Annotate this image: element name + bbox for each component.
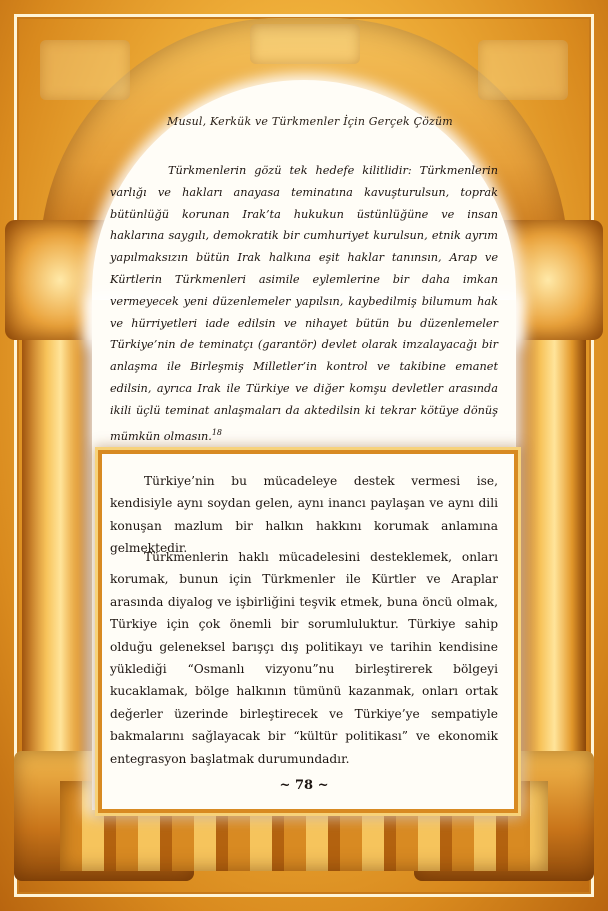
paragraph-text: Türkmenlerin haklı mücadelesini desteklemek, onları korumak, bunun için Türkmenler ile Kürtler ve Araplar arasında diyalog ve işbirliğini teşvik etmek, buna öncü olmak, Türkiye için çok önemli bir sorumluluktur. Türkiye sahip olduğu geleneksel barışçı dış politikayı ve tarihin kendisine yüklediği “Osmanlı vizyonu”nu birleştirerek bölgeyi kucaklamak, bölge halkının tümünü kazanmak, onları ortak değerler üzerinde birleştirecek ve Türkiye’ye sempatiyle bakmalarını sağlayacak bir “kültür politikası” ve ekonomik entegrasyon başlatmak durumundadır. [110,550,498,766]
body-paragraph [110,546,498,770]
page-number: ~ 78 ~ [279,778,329,793]
page-content [110,0,498,911]
block-quote [110,160,498,447]
quote-text: Türkmenlerin gözü tek hedefe kilitlidir: Türkmenlerin varlığı ve hakları anayasa teminatına kavuşturulsun, toprak bütünlüğü korunan Irak’ta hukukun üstünlüğüne ve insan haklarına saygılı, demokratik bir cumhuriyet kurulsun, etnik ayrım yapılmaksızın bütün Irak halkına eşit haklar tanınsın, Arap ve Kürtlerin Türkmenleri asimile eylemlerine bir daha imkan vermeyecek yeni düzenlemeler yapılsın, kaybedilmiş bilumum hak ve hürriyetleri iade edilsin ve nihayet bütün bu düzenlemeler Türkiye’nin de teminatçı (garantör) devlet olarak imzalayacağı bir anlaşma ile Birleşmiş Milletler’in kontrol ve takibine emanet edilsin, ayrıca Irak ile Türkiye ve diğer komşu devletler arasında ikili üçlü teminat anlaşmaları da aktedilsin ki tekrar kötüye dönüş mümkün olmasın. [110,164,498,443]
footnote-marker: 18 [211,427,223,437]
paragraph-text: Türkiye’nin bu mücadeleye destek vermesi ise, kendisiyle aynı soydan gelen, aynı inancı paylaşan ve aynı dili konuşan mazlum bir halkın hakkını korumak anlamına gelmektedir. [110,474,498,556]
running-header: Musul, Kerkük ve Türkmenler İçin Gerçek Çözüm [167,115,453,128]
